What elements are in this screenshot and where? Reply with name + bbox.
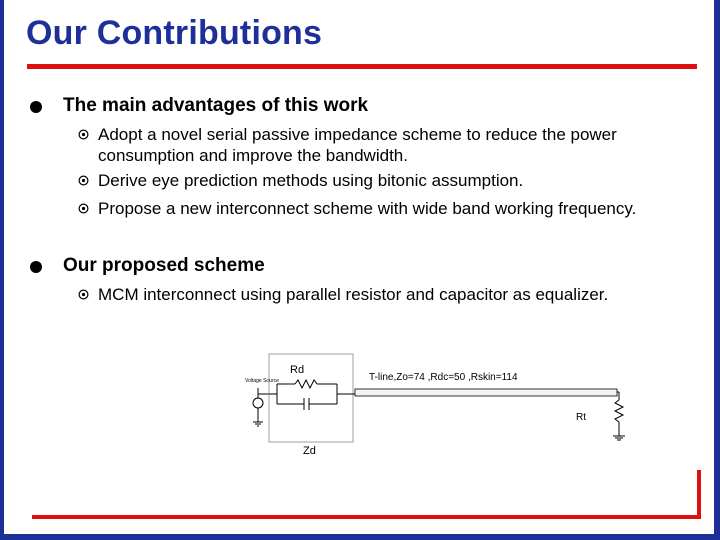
circled-dot-icon: [78, 289, 89, 300]
circled-dot-icon: [78, 129, 89, 140]
circuit-diagram: [243, 348, 633, 460]
slide: Our Contributions The main advantages of this work Adopt a novel serial passive impedance scheme to reduce the power consumption and improve the bandwidth. Derive eye prediction methods using bitonic assumption. Propose a new interconnect scheme with wide band working frequency. Our proposed scheme MCM interconnect using parallel resistor and capacitor as equalizer. Voltage Source Rd Zd T-line,Zo=74 ,Rdc=50 ,Rskin=114 Rt: [0, 0, 720, 540]
circled-dot-icon: [78, 203, 89, 214]
list-item: Propose a new interconnect scheme with wide band working frequency.: [78, 198, 658, 219]
filled-circle-icon: [30, 261, 42, 273]
voltage-source-label: Voltage Source: [245, 378, 279, 384]
footer-rule: [32, 515, 701, 519]
zd-label: Zd: [303, 445, 316, 457]
list-item: Derive eye prediction methods using bitonic assumption.: [78, 170, 658, 191]
frame-left-edge: [0, 0, 4, 540]
title-underline: [27, 64, 697, 69]
rd-label: Rd: [290, 364, 305, 376]
filled-circle-icon: [30, 101, 42, 113]
footer-corner-rule: [697, 470, 701, 519]
list-item: Adopt a novel serial passive impedance scheme to reduce the power consumption and improve the bandwidth.: [78, 124, 658, 166]
transmission-line: [355, 389, 617, 396]
list-item: MCM interconnect using parallel resistor and capacitor as equalizer.: [78, 284, 658, 305]
frame-bottom-edge: [0, 534, 720, 540]
tline-label: T-line,Zo=74 ,Rdc=50 ,Rskin=114: [369, 372, 518, 383]
circled-dot-icon: [78, 175, 89, 186]
slide-title: Our Contributions: [26, 14, 323, 52]
rt-label: Rt: [576, 412, 586, 423]
frame-right-edge: [714, 0, 720, 540]
